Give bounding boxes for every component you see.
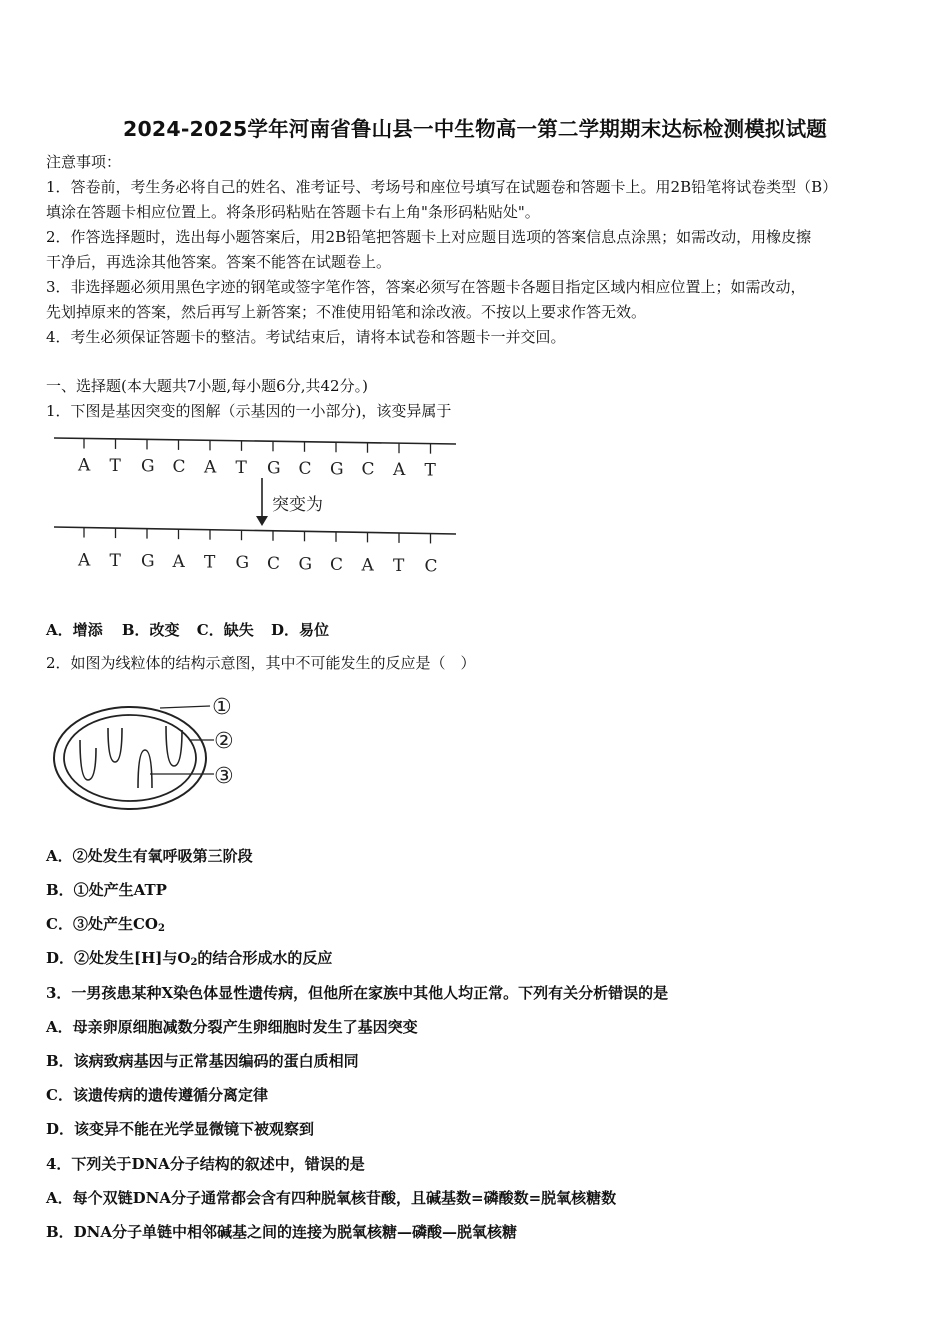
question-4-stem: 4．下列关于DNA分子结构的叙述中，错误的是 bbox=[46, 1155, 365, 1173]
notice-line: 干净后，再选涂其他答案。答案不能答在试题卷上。 bbox=[46, 253, 392, 271]
bottom-strand-base: A bbox=[78, 550, 91, 571]
bottom-strand-base: C bbox=[330, 554, 344, 575]
top-strand-base: T bbox=[235, 457, 247, 478]
top-strand-base: T bbox=[424, 460, 436, 481]
q4-option-b[interactable]: B．DNA分子单链中相邻碱基之间的连接为脱氧核糖—磷酸—脱氧核糖 bbox=[46, 1223, 518, 1241]
notice-line: 先划掉原来的答案，然后再写上新答案；不准使用铅笔和涂改液。不按以上要求作答无效。 bbox=[46, 303, 647, 321]
bottom-strand-base: G bbox=[298, 554, 313, 575]
bottom-strand-base: T bbox=[393, 555, 405, 576]
top-strand-base: C bbox=[172, 456, 186, 477]
top-strand-base: G bbox=[141, 456, 155, 477]
top-strand-base: G bbox=[267, 458, 281, 479]
arrow-label: 突变为 bbox=[272, 495, 323, 515]
option-b[interactable]: B．改变 bbox=[121, 621, 180, 639]
q2-option-d-text: D．②处发生[H]与O bbox=[46, 949, 191, 967]
section-heading: 一、选择题(本大题共7小题,每小题6分,共42分。) bbox=[46, 377, 368, 395]
bottom-strand-base: G bbox=[141, 551, 155, 572]
q2-option-d[interactable] bbox=[46, 948, 916, 973]
q2-option-c-sub: 2 bbox=[157, 923, 165, 934]
q2-option-c-text: C．③处产生CO bbox=[46, 915, 158, 933]
q3-option-d[interactable]: D．该变异不能在光学显微镜下被观察到 bbox=[46, 1120, 315, 1138]
q4-option-a[interactable]: A．每个双链DNA分子通常都会含有四种脱氧核苷酸，且碱基数=磷酸数=脱氧核糖数 bbox=[46, 1189, 617, 1207]
q3-option-b[interactable]: B．该病致病基因与正常基因编码的蛋白质相同 bbox=[46, 1052, 359, 1070]
bottom-strand-base: A bbox=[361, 555, 374, 576]
notice-line: 填涂在答题卡相应位置上。将条形码粘贴在答题卡右上角"条形码粘贴处"。 bbox=[46, 203, 540, 221]
bottom-strand-base: T bbox=[109, 551, 121, 572]
q2-option-d-sub: 2 bbox=[190, 957, 198, 968]
bottom-strand-base: A bbox=[172, 552, 185, 573]
top-strand-base: A bbox=[78, 455, 91, 476]
top-strand-base: C bbox=[298, 458, 312, 479]
gene-mutation-diagram bbox=[52, 430, 472, 590]
top-strand-base: A bbox=[393, 460, 406, 481]
top-strand-base: C bbox=[361, 459, 375, 480]
q3-option-c[interactable]: C．该遗传病的遗传遵循分离定律 bbox=[46, 1086, 268, 1104]
label-3: ③ bbox=[214, 764, 234, 789]
notice-heading: 注意事项： bbox=[46, 153, 122, 171]
notice-line: 2．作答选择题时，选出每小题答案后，用2B铅笔把答题卡上对应题目选项的答案信息点涂黑；如需改动，用橡皮擦 bbox=[46, 228, 812, 246]
label-1: ① bbox=[212, 695, 232, 720]
q2-option-b[interactable]: B．①处产生ATP bbox=[46, 881, 167, 899]
notice-line: 1．答卷前，考生务必将自己的姓名、准考证号、考场号和座位号填写在试题卷和答题卡上。用2B铅笔将试卷类型（B） bbox=[46, 178, 838, 196]
top-strand-base: A bbox=[204, 457, 217, 478]
bottom-strand-base: G bbox=[235, 553, 250, 574]
question-1-options bbox=[46, 620, 916, 640]
bottom-strand-base: T bbox=[204, 552, 216, 573]
label-2: ② bbox=[214, 729, 234, 754]
page-title: 2024-2025学年河南省鲁山县一中生物高一第二学期期末达标检测模拟试题 bbox=[122, 117, 828, 141]
top-strand-base: G bbox=[330, 459, 344, 480]
notice-line: 4．考生必须保证答题卡的整洁。考试结束后，请将本试卷和答题卡一并交回。 bbox=[46, 328, 566, 346]
q2-option-c[interactable] bbox=[46, 914, 916, 939]
option-a[interactable]: A．增添 bbox=[46, 621, 103, 639]
mitochondrion-diagram bbox=[50, 688, 250, 818]
bottom-strand-base: C bbox=[424, 556, 438, 577]
option-c[interactable]: C．缺失 bbox=[196, 621, 254, 639]
bottom-strand-base: C bbox=[267, 553, 281, 574]
top-strand-base: T bbox=[109, 455, 121, 476]
question-3-stem: 3．一男孩患某种X染色体显性遗传病，但他所在家族中其他人均正常。下列有关分析错误的是 bbox=[46, 984, 669, 1002]
q3-option-a[interactable]: A．母亲卵原细胞减数分裂产生卵细胞时发生了基因突变 bbox=[46, 1018, 418, 1036]
notice-line: 3．非选择题必须用黑色字迹的钢笔或签字笔作答，答案必须写在答题卡各题目指定区域内相应位置上；如需改动， bbox=[46, 278, 806, 296]
q2-option-d-tail: 的结合形成水的反应 bbox=[197, 949, 333, 967]
option-d[interactable]: D．易位 bbox=[270, 621, 329, 639]
question-2-stem: 2．如图为线粒体的结构示意图，其中不可能发生的反应是（ ） bbox=[46, 654, 476, 672]
question-1-stem: 1．下图是基因突变的图解（示基因的一小部分)，该变异属于 bbox=[46, 402, 452, 420]
q2-option-a[interactable]: A．②处发生有氧呼吸第三阶段 bbox=[46, 847, 253, 865]
